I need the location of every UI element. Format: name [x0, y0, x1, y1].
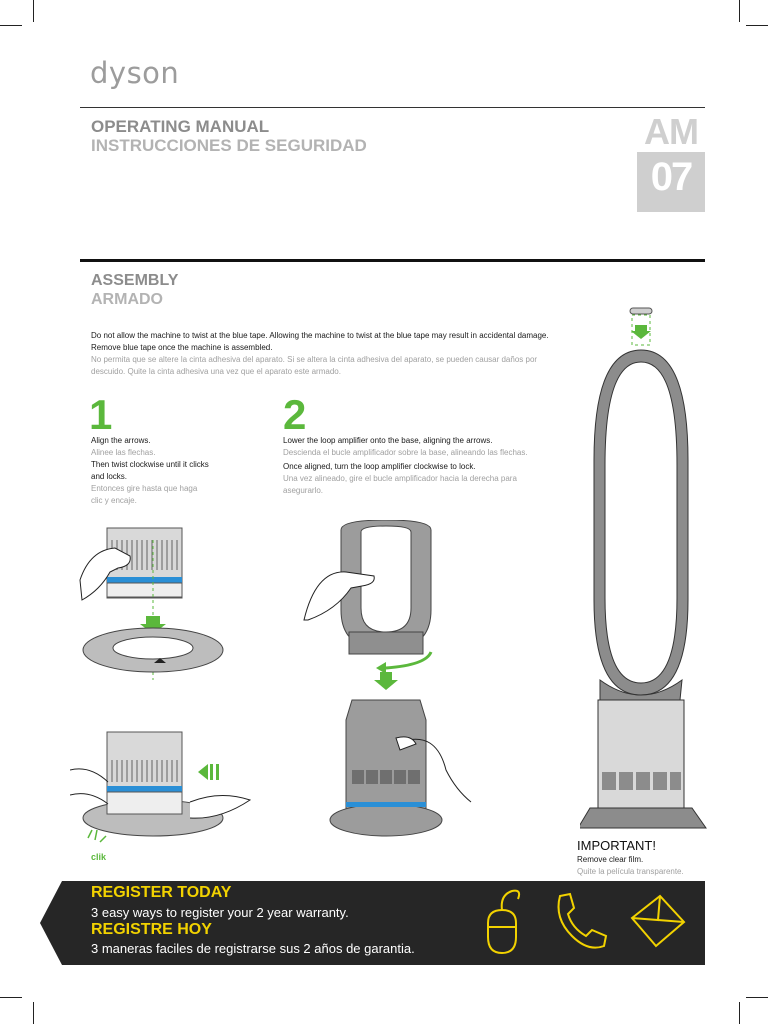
register-title-en: REGISTER TODAY — [91, 884, 232, 901]
register-text-es: 3 maneras faciles de registrarse sus 2 años de garantia. — [91, 941, 415, 956]
step-2-number: 2 — [283, 391, 307, 438]
warning-es: No permita que se altere la cinta adhesiva del aparato. Si se altera la cinta adhesiva del aparato, se pueden causar daños por descuido. Quite la cinta adhesiva una vez que el aparato este armado. — [91, 355, 538, 376]
register-banner-arrow — [40, 881, 62, 965]
step-2-illustration — [296, 520, 486, 850]
brand-logo: dyson — [90, 56, 180, 90]
register-text-en: 3 easy ways to register your 2 year warranty. — [91, 905, 349, 920]
step-1-illustration — [70, 520, 270, 860]
crop-mark — [739, 1002, 740, 1024]
section-subtitle: ARMADO — [91, 291, 163, 308]
step-1-text — [91, 435, 211, 507]
step-2-line2-en: Once aligned, turn the loop amplifier clockwise to lock. — [283, 462, 476, 471]
section-rule — [80, 259, 705, 262]
phone-icon[interactable] — [548, 890, 608, 955]
crop-mark — [739, 0, 740, 22]
crop-mark — [33, 1002, 34, 1024]
important-title: IMPORTANT! — [577, 838, 656, 853]
step-1-line2-en: Then twist clockwise until it clicks and locks. — [91, 460, 209, 481]
step-1-line2-es: Entonces gire hasta que haga clic y encaje. — [91, 484, 198, 505]
envelope-icon[interactable] — [626, 890, 688, 955]
warning-en: Do not allow the machine to twist at the blue tape. Allowing the machine to twist at the blue tape may result in accidental damage. Remove blue tape once the machine is assembled. — [91, 331, 549, 352]
crop-mark — [33, 0, 34, 22]
header-rule — [80, 107, 705, 108]
document-subtitle: INSTRUCCIONES DE SEGURIDAD — [91, 136, 367, 155]
crop-mark — [746, 997, 768, 998]
register-title-es: REGISTRE HOY — [91, 921, 212, 938]
mouse-icon[interactable] — [478, 885, 528, 960]
step-2-line1-es: Descienda el bucle amplificador sobre la base, alineando las flechas. — [283, 448, 528, 457]
assembled-fan-illustration — [580, 300, 710, 835]
step-1-number: 1 — [89, 391, 113, 438]
step-2-line1-en: Lower the loop amplifier onto the base, aligning the arrows. — [283, 436, 493, 445]
crop-mark — [0, 25, 22, 26]
step-1-line1-en: Align the arrows. — [91, 436, 151, 445]
important-es: Quite la película transparente. — [577, 867, 684, 876]
step-2-line2-es: Una vez alineado, gire el bucle amplificador hacia la derecha para asegurarlo. — [283, 474, 517, 495]
crop-mark — [746, 25, 768, 26]
crop-mark — [0, 997, 22, 998]
document-title: OPERATING MANUAL — [91, 117, 270, 136]
important-en: Remove clear film. — [577, 855, 644, 864]
section-title: ASSEMBLY — [91, 272, 179, 289]
step-1-line1-es: Alinee las flechas. — [91, 448, 156, 457]
clik-label: clik — [91, 852, 107, 862]
model-badge-line1: AM — [637, 112, 705, 152]
step-2-text — [283, 435, 553, 497]
model-badge-line2: 07 — [650, 155, 692, 199]
warning-text — [91, 330, 551, 378]
